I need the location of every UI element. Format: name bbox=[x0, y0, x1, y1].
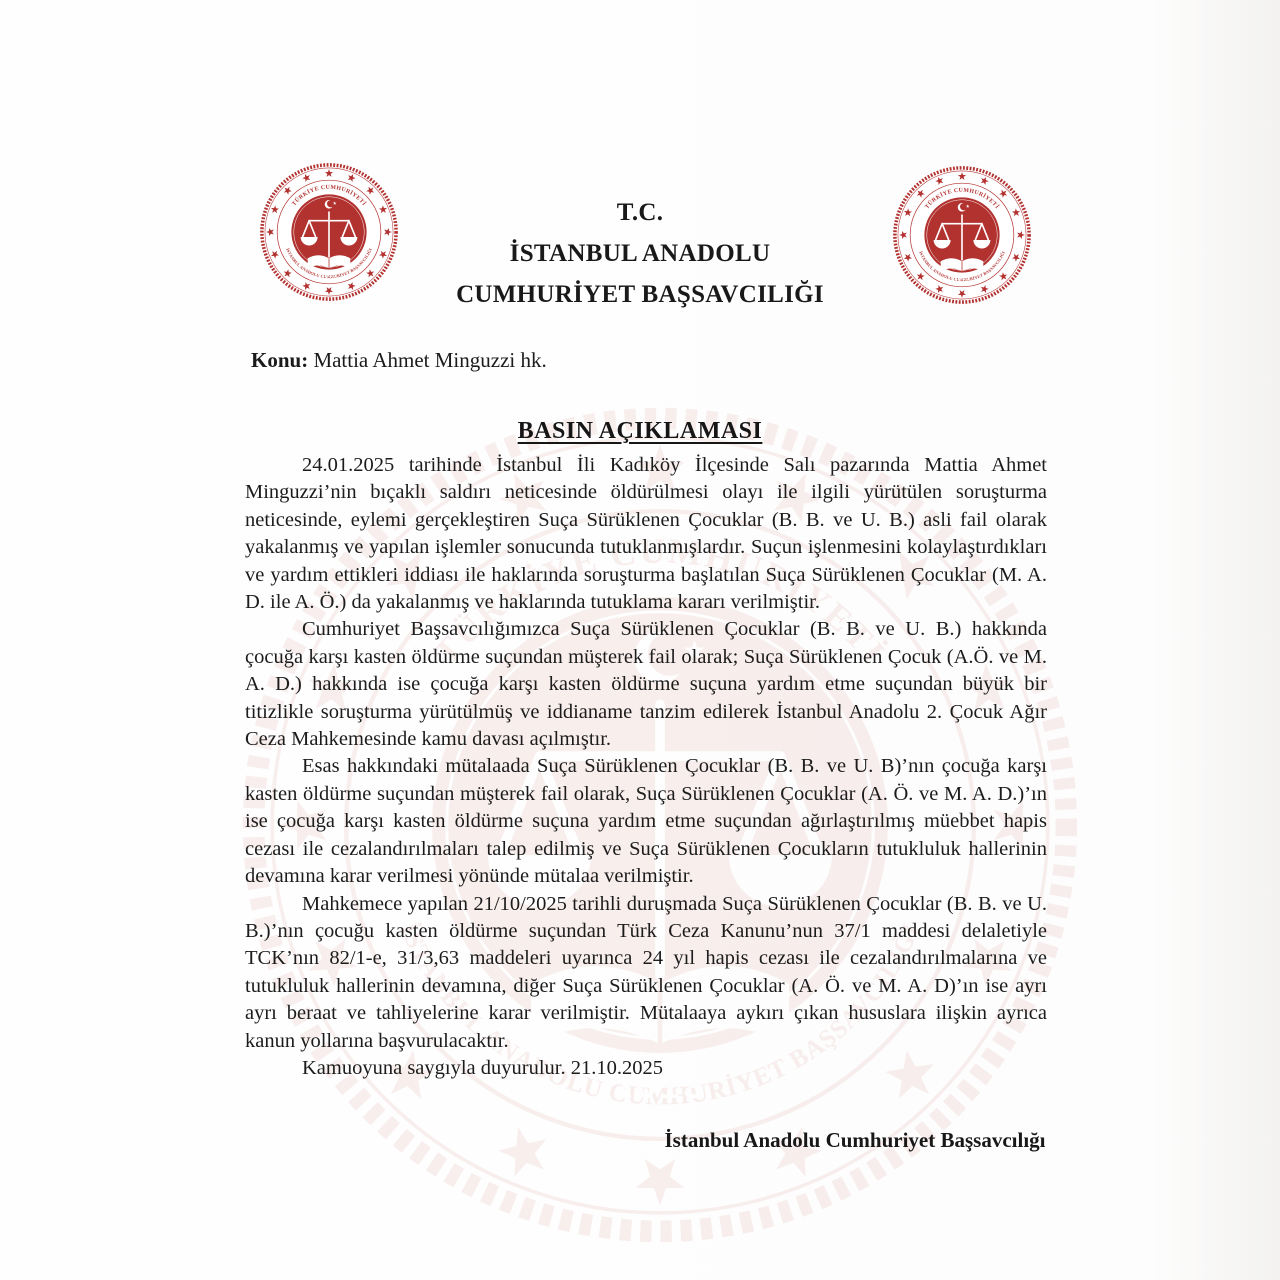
letterhead bbox=[0, 192, 1280, 315]
letterhead-org-line2: CUMHURİYET BAŞSAVCILIĞI bbox=[456, 281, 824, 308]
subject-label: Konu: bbox=[251, 348, 309, 372]
subject-value: Mattia Ahmet Minguzzi hk. bbox=[313, 348, 547, 372]
paragraph-3: Esas hakkındaki mütalaada Suça Sürüklenen Çocuklar (B. B. ve U. B)’nın çocuğa karşı kasten öldürme suçundan müşterek fail olarak, Suça Sürüklenen Çocuklar (A. Ö. ve M. A. D.)’ın ise çocuğa karşı kasten öldürme suçuna yardım etme suçundan ağırlaştırılmış müebbet hapis cezası ile cezalandırılmaları talep edilmiş ve Suça Sürüklenen Çocukların tutukluluk hallerinin devamına karar verilmesi yönünde mütalaa verilmiştir. bbox=[245, 755, 1047, 888]
paragraph-2: Cumhuriyet Başsavcılığımızca Suça Sürüklenen Çocuklar (B. B. ve U. B.) hakkında çocuğa karşı kasten öldürme suçundan müşterek fail olarak; Suça Sürüklenen Çocuk (A.Ö. ve M. A. D.) hakkında ise çocuğa karşı kasten öldürme suçuna yardım etme suçundan büyük bir titizlikle soruşturma yürütülmüş ve iddianame tanzim edilerek İstanbul Anadolu 2. Çocuk Ağır Ceza Mahkemesinde kamu davası açılmıştır. bbox=[245, 618, 1047, 751]
document-title: BASIN AÇIKLAMASI bbox=[517, 418, 763, 444]
paragraph-1: 24.01.2025 tarihinde İstanbul İli Kadıköy İlçesinde Salı pazarında Mattia Ahmet Minguzzi’nin bıçaklı saldırı neticesinde öldürülmesi olayı ile ilgili yürütülen soruşturma neticesinde, eylemi gerçekleştiren Suça Sürüklenen Çocuklar (B. B. ve U. B.) asli fail olarak yakalanmış ve yapılan işlemler sonucunda tutuklanmışlardır. Suçun işlenmesini kolaylaştırdıkları ve yardım ettikleri iddiası ile haklarında soruşturma başlatılan Suça Sürüklenen Çocuklar (M. A. D. ile A. Ö.) da yakalanmış ve haklarında tutuklama kararı verilmiştir. bbox=[245, 454, 1047, 614]
subject-line bbox=[251, 348, 547, 373]
letterhead-org-line1: İSTANBUL ANADOLU bbox=[509, 240, 771, 267]
document-body bbox=[245, 452, 1047, 1082]
closing-line: Kamuoyuna saygıyla duyurulur. 21.10.2025 bbox=[302, 1056, 663, 1079]
paragraph-4: Mahkemece yapılan 21/10/2025 tarihli duruşmada Suça Sürüklenen Çocuklar (B. B. ve U. B.)’nın çocuğu kasten öldürme suçundan Türk Ceza Kanunu’nun 37/1 maddesi delaletiyle TCK’nın 82/1-e, 31/3,63 maddeleri uyarınca 24 yıl hapis cezası ile cezalandırılmalarına ve tutukluluk hallerinin devamına, diğer Suça Sürüklenen Çocuklar (A. Ö. ve M. A. D)’ın ise ayrı ayrı beraat ve tahliyelerine karar verilmiştir. Mütalaaya aykırı çıkan hususlara ilişkin ayrıca kanun yollarına başvurulacaktır. bbox=[245, 892, 1047, 1052]
signature-block: İstanbul Anadolu Cumhuriyet Başsavcılığı bbox=[664, 1128, 1046, 1152]
letterhead-tc: T.C. bbox=[616, 199, 664, 226]
